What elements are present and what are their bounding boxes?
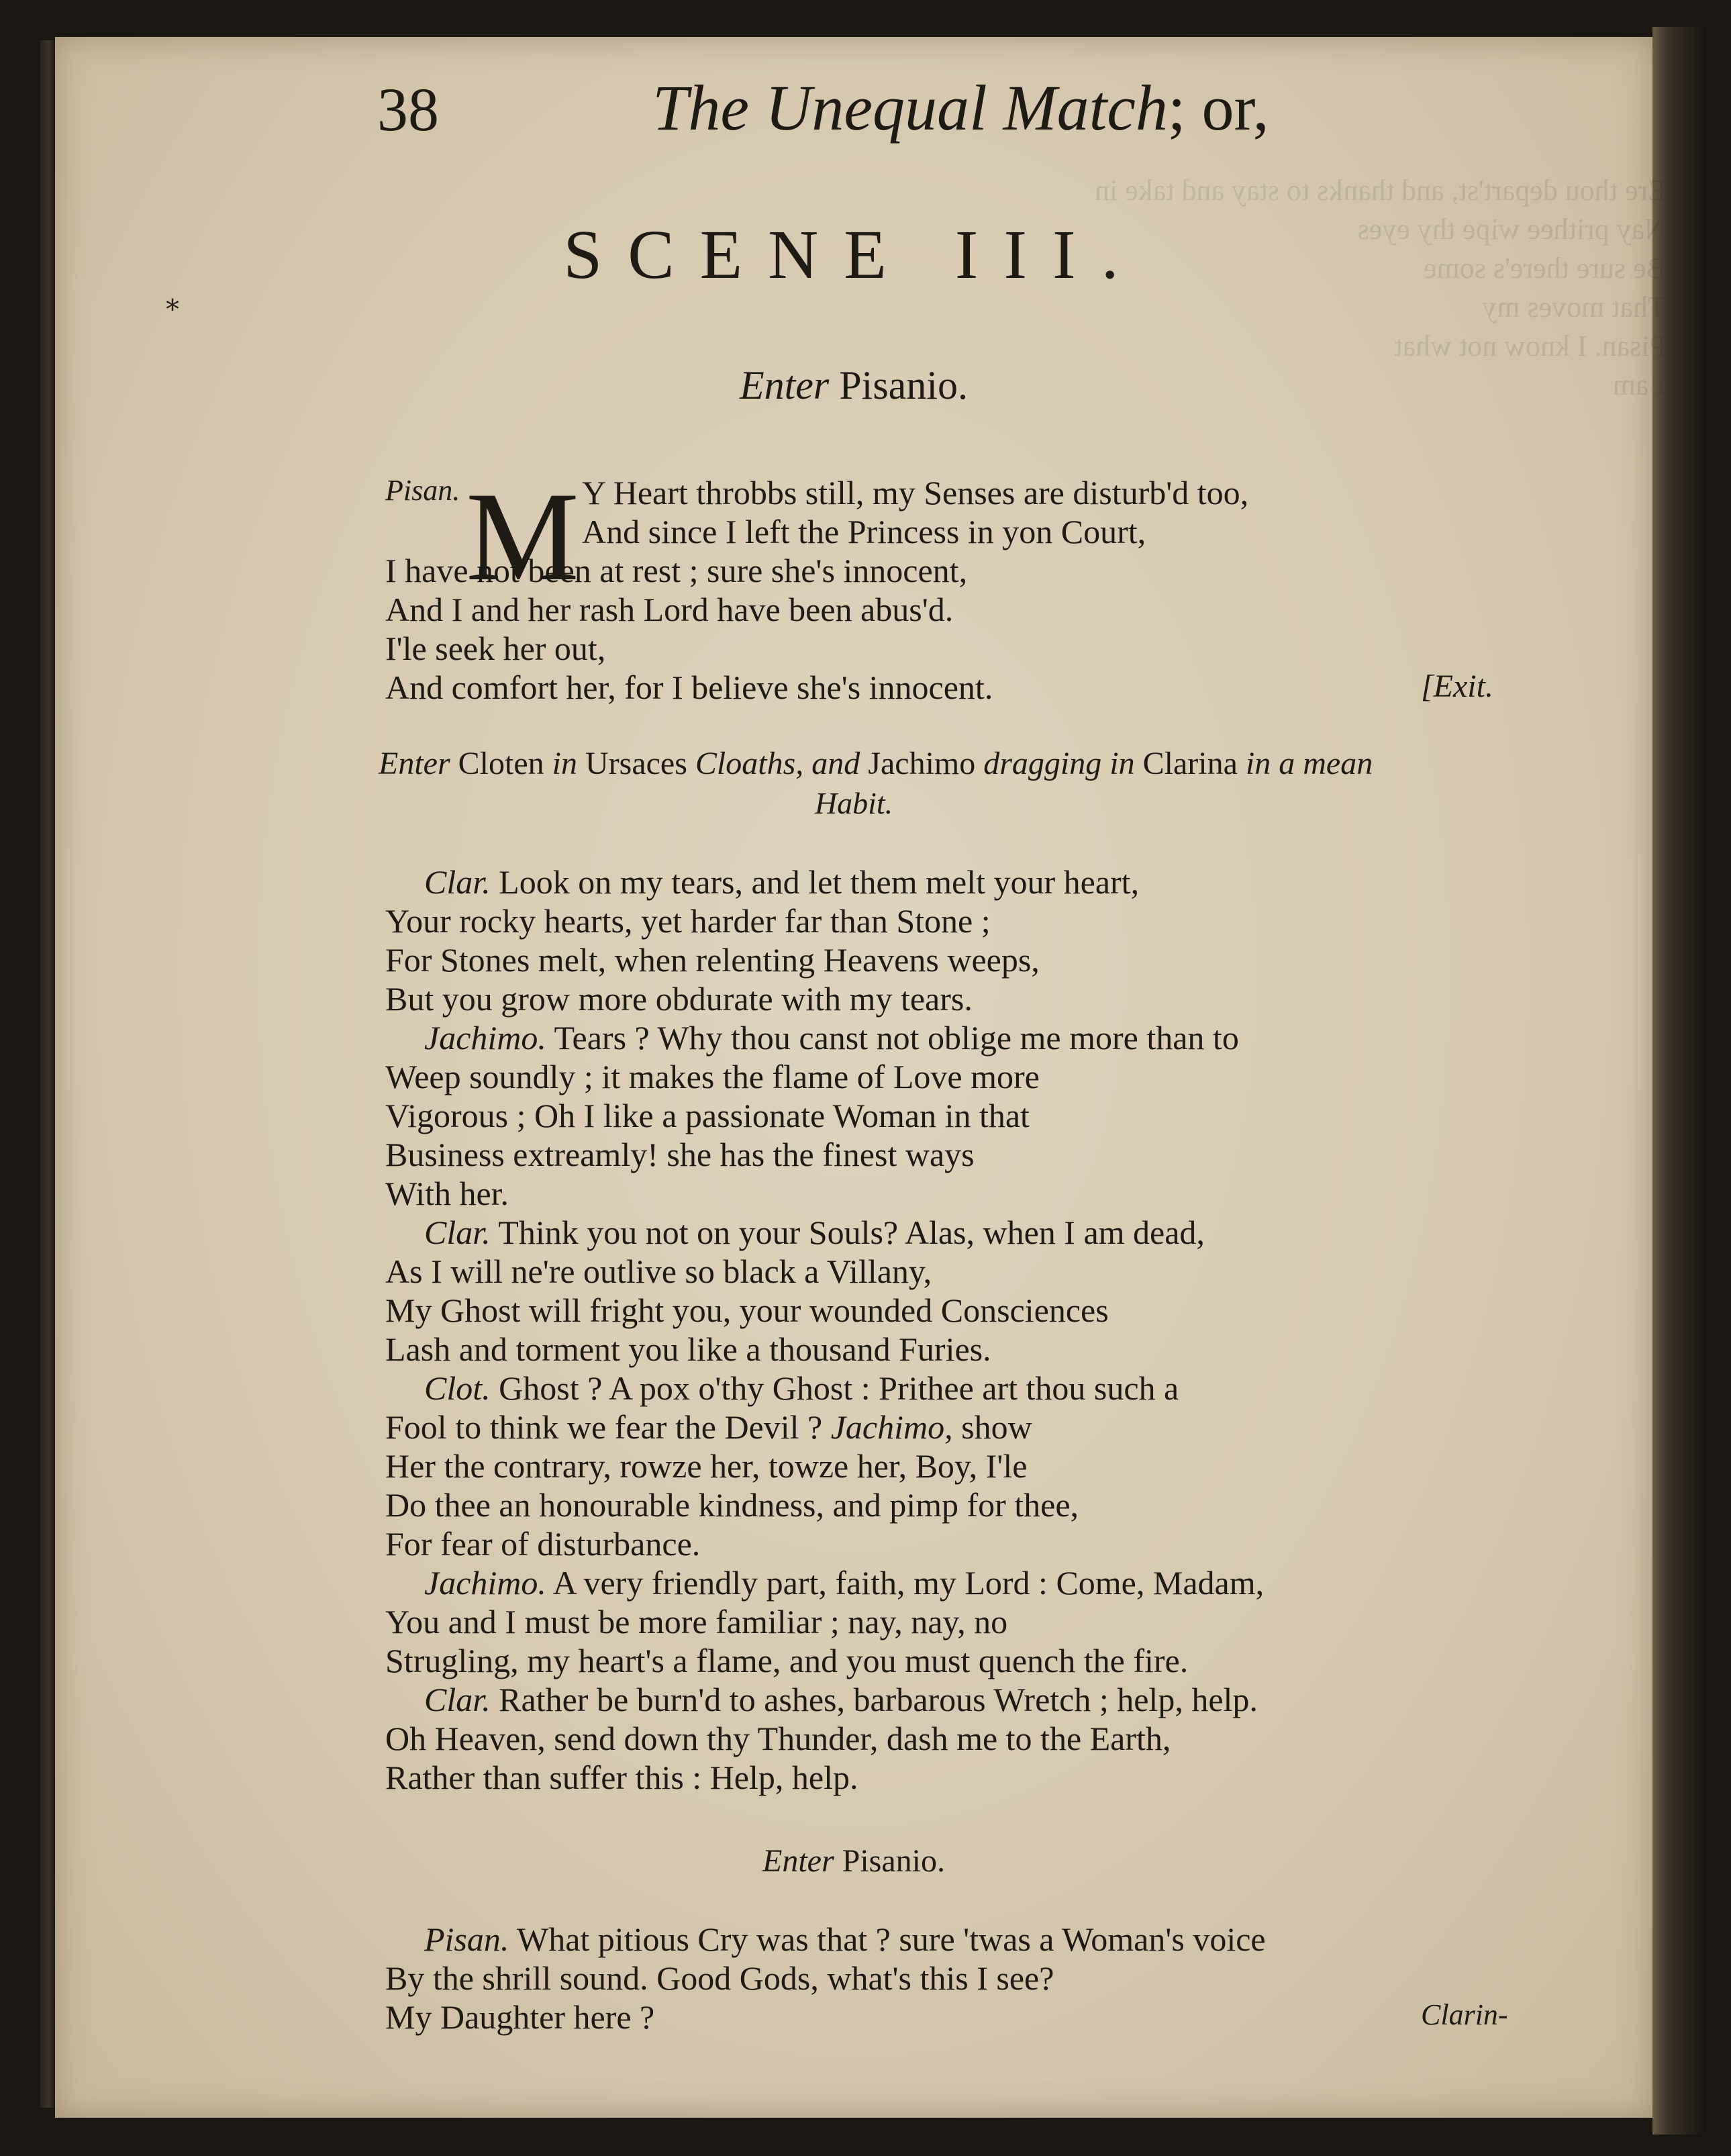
verse-line: I'le seek her out,: [385, 630, 606, 667]
speaker-label: Jachimo.: [424, 1019, 546, 1057]
verse-line: Do thee an honourable kindness, and pimp for thee,: [385, 1486, 1079, 1524]
verse-text: show: [961, 1408, 1032, 1446]
verse-line: Your rocky hearts, yet harder far than Stone ;: [385, 902, 991, 940]
stage-direction: [379, 745, 1373, 782]
speech: [424, 1920, 1266, 1959]
speech: [424, 1563, 1264, 1602]
verse-line: I have not been at rest ; sure she's innocent,: [385, 552, 968, 589]
verse-line: Look on my tears, and let them melt your heart,: [499, 863, 1140, 901]
enter-word: Enter: [762, 1843, 834, 1879]
verse-line: By the shrill sound. Good Gods, what's this I see?: [385, 1959, 1054, 1997]
character-name: Pisanio.: [842, 1843, 945, 1879]
verse-line: My Ghost will fright you, your wounded Consciences: [385, 1291, 1109, 1329]
verse-line: Ghost ? A pox o'thy Ghost : Prithee art thou such a: [499, 1369, 1179, 1407]
speaker-label: Clar.: [424, 1214, 491, 1251]
verse-line: Think you not on your Souls? Alas, when I am dead,: [498, 1214, 1205, 1251]
speech: [424, 1369, 1179, 1408]
sd-word: Cloaths,: [695, 746, 804, 781]
running-title-tail: ; or,: [1167, 72, 1269, 144]
speech: [424, 1680, 1258, 1719]
running-title-text: The Unequal Match: [652, 72, 1168, 144]
enter-word: Enter: [739, 363, 830, 407]
show-through-text: Ere thou depart'st, and thanks to stay and take in Nay prithee wipe thy eyes Be sure there's some That moves my Pisan. I know not what I am: [1094, 174, 1666, 401]
verse-line: You and I must be more familiar ; nay, nay, no: [385, 1603, 1008, 1640]
verse-line: [385, 1408, 1032, 1447]
sd-word: and: [811, 746, 860, 781]
speaker-label: Clar.: [424, 863, 491, 901]
drop-cap: M: [466, 467, 579, 607]
verse-line: Lash and torment you like a thousand Furies.: [385, 1330, 991, 1368]
sd-word: dragging in: [983, 746, 1135, 781]
verse-line: And since I left the Princess in yon Court,: [582, 513, 1146, 550]
verse-line: Rather than suffer this : Help, help.: [385, 1759, 858, 1796]
stage-direction-enter-pisanio: [55, 362, 1652, 409]
running-title: [652, 70, 1269, 145]
sd-word: Cloten: [458, 746, 544, 781]
verse-line: But you grow more obdurate with my tears.: [385, 980, 973, 1018]
sd-word: Clarina: [1142, 746, 1238, 781]
speech: [424, 863, 1139, 901]
verse-line: Rather be burn'd to ashes, barbarous Wretch ; help, help.: [499, 1681, 1258, 1718]
stage-direction-cont: Habit.: [814, 786, 893, 820]
speaker-label: Pisan.: [424, 1920, 509, 1958]
verse-line: A very friendly part, faith, my Lord : Come, Madam,: [552, 1564, 1265, 1602]
verse-line: And comfort her, for I believe she's innocent.: [385, 669, 993, 706]
stage-direction-enter-pisanio: [55, 1843, 1652, 1879]
exit-direction: [Exit.: [1421, 669, 1493, 704]
verse-line: For fear of disturbance.: [385, 1525, 701, 1563]
verse-line: For Stones melt, when relenting Heavens weeps,: [385, 941, 1040, 979]
character-name: Pisanio.: [839, 363, 968, 407]
verse-line: And I and her rash Lord have been abus'd.: [385, 591, 954, 628]
verse-line: With her.: [385, 1175, 509, 1212]
verse-text: Fool to think we fear the Devil ?: [385, 1408, 823, 1446]
speaker-label: Pisan.: [385, 474, 460, 507]
verse-line: Weep soundly ; it makes the flame of Love more: [385, 1058, 1040, 1095]
sd-word: Jachimo: [868, 746, 976, 781]
sd-word: in: [552, 746, 577, 781]
book-spine: [40, 40, 55, 2108]
verse-line: What pitious Cry was that ? sure 'twas a Woman's voice: [517, 1920, 1266, 1958]
sd-word: Ursaces: [585, 746, 687, 781]
ink-speck: ⁎: [166, 286, 179, 316]
verse-line: Vigorous ; Oh I like a passionate Woman in that: [385, 1097, 1030, 1134]
book-page: [55, 37, 1666, 2118]
scene-heading: SCENE III.: [563, 216, 1144, 293]
verse-line: My Daughter here ?: [385, 1998, 655, 2036]
sd-word: in a mean: [1245, 746, 1373, 781]
verse-line: Strugling, my heart's a flame, and you must quench the fire.: [385, 1642, 1189, 1679]
verse-line: As I will ne're outlive so black a Villany,: [385, 1253, 932, 1290]
speech: [424, 1213, 1205, 1252]
inline-character-name: Jachimo,: [830, 1408, 953, 1446]
catchword: Clarin-: [1421, 1998, 1508, 2031]
verse-line: Business extreamly! she has the finest ways: [385, 1136, 975, 1173]
verse-line: Tears ? Why thou canst not oblige me more than to: [554, 1019, 1239, 1057]
speech: [424, 1018, 1239, 1057]
verse-line: Y Heart throbbs still, my Senses are disturb'd too,: [582, 474, 1249, 511]
speaker-label: Jachimo.: [424, 1564, 546, 1602]
page-number: 38: [377, 75, 439, 144]
verse-line: Her the contrary, rowze her, towze her, Boy, I'le: [385, 1447, 1028, 1485]
speaker-label: Clot.: [424, 1369, 491, 1407]
sd-word: Enter: [379, 746, 450, 781]
verse-line: Oh Heaven, send down thy Thunder, dash me to the Earth,: [385, 1720, 1171, 1757]
speaker-label: Clar.: [424, 1681, 491, 1718]
